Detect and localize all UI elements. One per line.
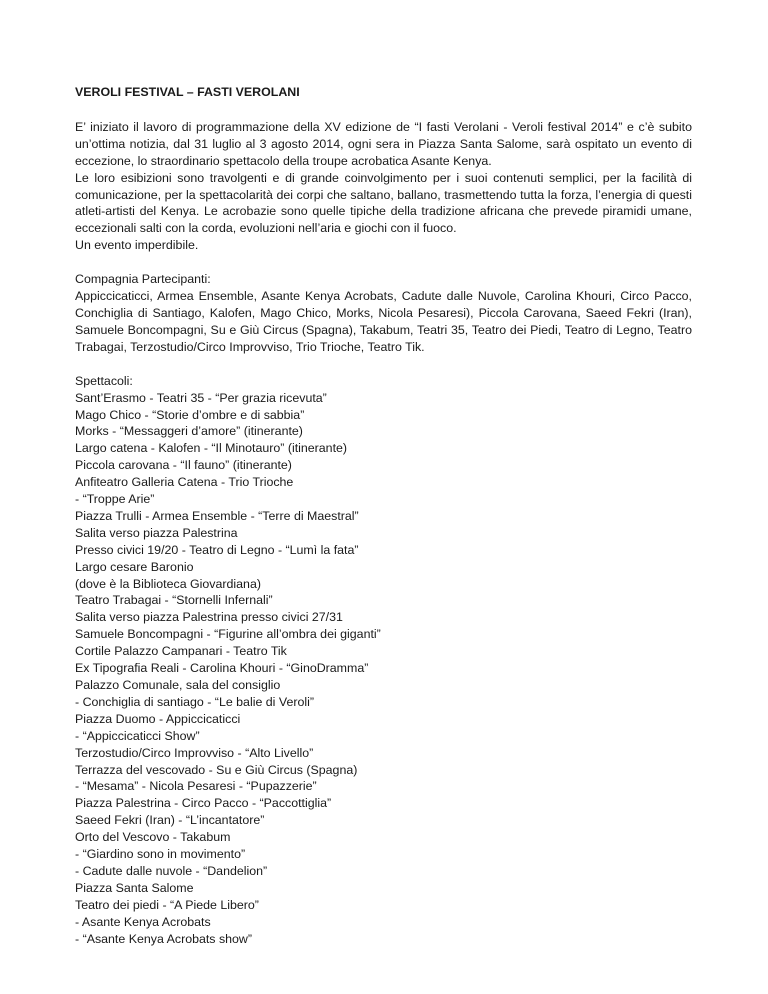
list-item: Piazza Trulli - Armea Ensemble - “Terre di Maestral” <box>75 508 359 523</box>
list-item: Ex Tipografia Reali - Carolina Khouri - “GinoDramma” <box>75 661 369 676</box>
list-item: - “Asante Kenya Acrobats show” <box>75 931 252 946</box>
list-item: Cortile Palazzo Campanari - Teatro Tik <box>75 644 287 659</box>
list-item: (dove è la Biblioteca Giovardiana) <box>75 576 261 591</box>
list-item: Sant’Erasmo - Teatri 35 - “Per grazia ricevuta” <box>75 390 327 405</box>
document-body <box>75 84 692 948</box>
list-item: Piazza Duomo - Appiccicaticci <box>75 711 241 726</box>
list-item: Salita verso piazza Palestrina presso civici 27/31 <box>75 610 343 625</box>
list-item: Salita verso piazza Palestrina <box>75 525 238 540</box>
list-item: - “Appiccicaticci Show” <box>75 728 200 743</box>
shows-list <box>75 390 692 948</box>
list-item: Largo cesare Baronio <box>75 559 194 574</box>
list-item: - Asante Kenya Acrobats <box>75 914 211 929</box>
list-item: - Cadute dalle nuvole - “Dandelion” <box>75 863 268 878</box>
spacer <box>75 254 692 271</box>
list-item: Presso civici 19/20 - Teatro di Legno - “Lumì la fata” <box>75 542 359 557</box>
shows-heading: Spettacoli: <box>75 373 133 388</box>
list-item: Terzostudio/Circo Improvviso - “Alto Livello” <box>75 745 314 760</box>
list-item: Palazzo Comunale, sala del consiglio <box>75 678 281 692</box>
companies-heading: Compagnia Partecipanti: <box>75 272 211 287</box>
list-item: Terrazza del vescovado - Su e Giù Circus (Spagna) <box>75 762 358 777</box>
intro-paragraph-1: E’ iniziato il lavoro di programmazione della XV edizione de “I fasti Verolani - Veroli festival 2014” e c’è subito un’ottima notizia, dal 31 luglio al 3 agosto 2014, ogni sera in Piazza Santa Salome, sarà ospitato un evento di eccezione, lo straordinario spettacolo della troupe acrobatica Asante Kenya. <box>75 119 692 168</box>
list-item: Largo catena - Kalofen - “Il Minotauro” (itinerante) <box>75 441 348 456</box>
list-item: Teatro Trabagai - “Stornelli Infernali” <box>75 593 273 608</box>
list-item: Teatro dei piedi - “A Piede Libero” <box>75 897 259 912</box>
intro-paragraph-3: Un evento imperdibile. <box>75 238 199 253</box>
list-item: Piazza Palestrina - Circo Pacco - “Paccottiglia” <box>75 796 332 811</box>
list-item: Piccola carovana - “Il fauno” (itinerante) <box>75 458 292 473</box>
list-item: Orto del Vescovo - Takabum <box>75 830 231 845</box>
document-title: VEROLI FESTIVAL – FASTI VEROLANI <box>75 85 300 99</box>
list-item: Morks - “Messaggeri d’amore” (itinerante) <box>75 424 303 439</box>
list-item: - Conchiglia di santiago - “Le balie di Veroli” <box>75 694 314 709</box>
list-item: Mago Chico - “Storie d’ombre e di sabbia” <box>75 407 305 422</box>
list-item: Samuele Boncompagni - “Figurine all’ombra dei giganti” <box>75 627 381 642</box>
intro-paragraph-2: Le loro esibizioni sono travolgenti e di grande coinvolgimento per i suoi contenuti semplici, per la facilità di comunicazione, per la spettacolarità dei corpi che saltano, ballano, trasmettendo tutta la forza, l’energia di questi atleti-artisti del Kenya. Le acrobazie sono quelle tipiche della tradizione africana che prevede piramidi umane, eccezionali salti con la corda, evoluzioni nell’aria e giochi con il fuoco. <box>75 170 692 236</box>
list-item: - “Troppe Arie” <box>75 492 155 507</box>
list-item: - “Giardino sono in movimento” <box>75 847 246 862</box>
list-item: Saeed Fekri (Iran) - “L’incantatore” <box>75 813 265 828</box>
list-item: Piazza Santa Salome <box>75 880 194 895</box>
list-item: - “Mesama” - Nicola Pesaresi - “Pupazzerie” <box>75 779 317 794</box>
spacer <box>75 356 692 373</box>
list-item: Anfiteatro Galleria Catena - Trio Trioche <box>75 475 294 490</box>
companies-list: Appiccicaticci, Armea Ensemble, Asante Kenya Acrobats, Cadute dalle Nuvole, Carolina Khouri, Circo Pacco, Conchiglia di Santiago, Kalofen, Mago Chico, Morks, Nicola Pesaresi), Piccola Carovana, Saeed Fekri (Iran), Samuele Boncompagni, Su e Giù Circus (Spagna), Takabum, Teatri 35, Teatro dei Piedi, Teatro di Legno, Teatro Trabagai, Terzostudio/Circo Improvviso, Trio Trioche, Teatro Tik. <box>75 289 692 354</box>
